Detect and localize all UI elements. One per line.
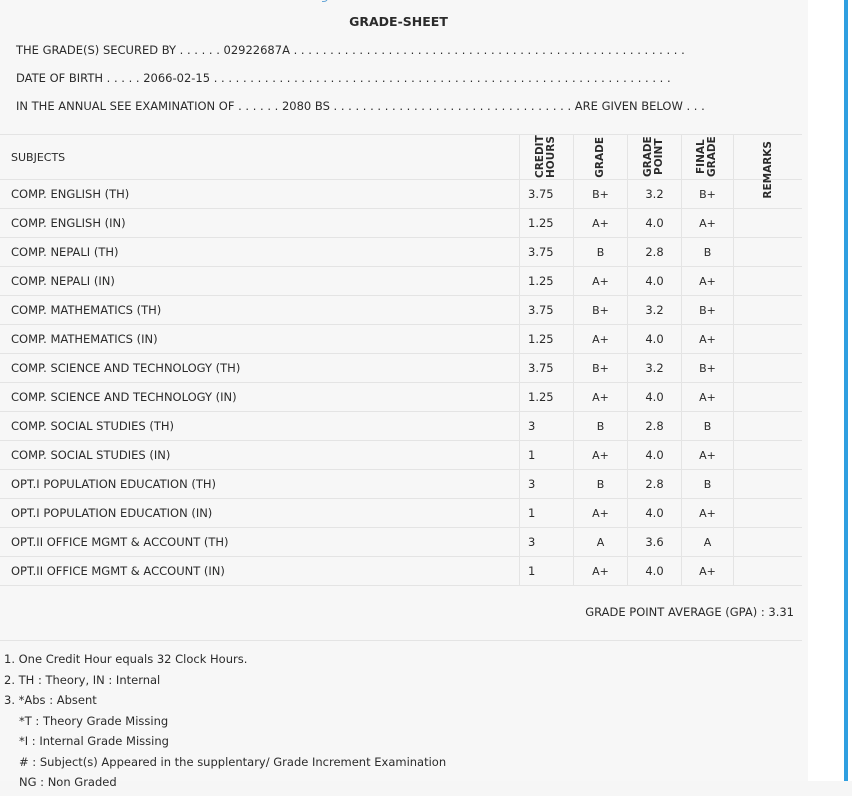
remarks-cell	[733, 499, 802, 527]
credit-hours-cell: 3.75	[519, 354, 573, 382]
student-id-line: THE GRADE(S) SECURED BY . . . . . . 02922687A . . . . . . . . . . . . . . . . . . . . . . . . . . . . . . . . . . . . . . . . . . . . . . . . . . . . . .	[16, 43, 685, 57]
final-grade-cell: A+	[681, 499, 733, 527]
table-body	[0, 180, 802, 586]
grade-cell: A+	[573, 209, 627, 237]
grade-cell: A+	[573, 441, 627, 469]
remarks-cell	[733, 238, 802, 266]
grade-point-cell: 2.8	[627, 238, 681, 266]
final-grade-header: FINAL GRADE	[694, 136, 718, 178]
grade-point-cell: 4.0	[627, 441, 681, 469]
final-grade-cell: A	[681, 528, 733, 556]
grade-header-cell	[573, 135, 627, 179]
final-grade-cell: A+	[681, 441, 733, 469]
subject-cell: COMP. NEPALI (IN)	[11, 274, 115, 288]
note-item: 2. TH : Theory, IN : Internal	[4, 672, 161, 687]
grade-point-header-cell	[627, 135, 681, 179]
credit-hours-cell: 3	[519, 412, 573, 440]
table-row	[0, 470, 802, 499]
subject-cell: COMP. MATHEMATICS (TH)	[11, 303, 162, 317]
credit-hours-cell: 1.25	[519, 383, 573, 411]
table-row	[0, 180, 802, 209]
final-grade-cell: B	[681, 412, 733, 440]
credit-hours-cell: 3.75	[519, 296, 573, 324]
remarks-cell	[733, 325, 802, 353]
table-row	[0, 354, 802, 383]
remarks-cell	[733, 267, 802, 295]
remarks-cell	[733, 470, 802, 498]
final-grade-cell: A+	[681, 209, 733, 237]
scrollbar-accent[interactable]	[844, 0, 848, 781]
final-grade-cell: B+	[681, 296, 733, 324]
remarks-header-cell	[733, 135, 802, 199]
table-row	[0, 325, 802, 354]
subject-cell: OPT.I POPULATION EDUCATION (IN)	[11, 506, 213, 520]
note-item: *T : Theory Grade Missing	[19, 713, 169, 728]
final-grade-cell: A+	[681, 267, 733, 295]
final-grade-cell: A+	[681, 383, 733, 411]
remarks-header: REMARKS	[761, 141, 774, 199]
grade-cell: A+	[573, 325, 627, 353]
table-row	[0, 238, 802, 267]
subject-cell: OPT.I POPULATION EDUCATION (TH)	[11, 477, 216, 491]
final-grade-cell: B+	[681, 180, 733, 208]
remarks-cell	[733, 296, 802, 324]
subject-cell: COMP. SOCIAL STUDIES (TH)	[11, 419, 175, 433]
final-grade-cell: B	[681, 470, 733, 498]
remarks-cell	[733, 441, 802, 469]
note-item: # : Subject(s) Appeared in the supplentary/ Grade Increment Examination	[19, 754, 447, 769]
grade-point-cell: 3.6	[627, 528, 681, 556]
final-grade-cell: B+	[681, 354, 733, 382]
grade-point-cell: 4.0	[627, 499, 681, 527]
credit-hours-header: CREDIT HOURS	[533, 135, 557, 179]
grade-point-cell: 2.8	[627, 412, 681, 440]
grades-table	[0, 134, 802, 586]
remarks-cell	[733, 209, 802, 237]
remarks-cell	[733, 528, 802, 556]
decorative-mark	[322, 0, 328, 2]
credit-hours-cell: 3	[519, 528, 573, 556]
credit-hours-cell: 1.25	[519, 209, 573, 237]
credit-hours-header-cell	[519, 135, 573, 179]
credit-hours-cell: 3.75	[519, 180, 573, 208]
gpa-value: GRADE POINT AVERAGE (GPA) : 3.31	[585, 605, 794, 619]
notes-list	[4, 652, 446, 796]
grade-point-cell: 3.2	[627, 180, 681, 208]
grade-cell: B+	[573, 354, 627, 382]
subject-cell: OPT.II OFFICE MGMT & ACCOUNT (TH)	[11, 535, 229, 549]
page-title: GRADE-SHEET	[349, 14, 448, 29]
right-margin	[808, 0, 852, 781]
note-item: 1. One Credit Hour equals 32 Clock Hours.	[4, 652, 248, 666]
table-row	[0, 412, 802, 441]
credit-hours-cell: 3.75	[519, 238, 573, 266]
credit-hours-cell: 1	[519, 499, 573, 527]
credit-hours-cell: 1.25	[519, 325, 573, 353]
date-of-birth-line: DATE OF BIRTH . . . . . 2066-02-15 . . . . . . . . . . . . . . . . . . . . . . . . . . . . . . . . . . . . . . . . . . . . . . . . . . . . . . . . . . . . . . .	[16, 71, 671, 85]
grade-cell: B+	[573, 296, 627, 324]
table-row	[0, 499, 802, 528]
table-row	[0, 528, 802, 557]
table-row	[0, 383, 802, 412]
grade-header: GRADE	[594, 136, 606, 178]
subjects-header: SUBJECTS	[11, 150, 66, 164]
subject-cell: OPT.II OFFICE MGMT & ACCOUNT (IN)	[11, 564, 225, 578]
remarks-cell	[733, 354, 802, 382]
table-row	[0, 209, 802, 238]
note-item: NG : Non Graded	[19, 775, 117, 789]
grade-cell: A+	[573, 267, 627, 295]
subject-cell: COMP. SOCIAL STUDIES (IN)	[11, 448, 171, 462]
grade-cell: B+	[573, 180, 627, 208]
subject-cell: COMP. SCIENCE AND TECHNOLOGY (IN)	[11, 390, 237, 404]
credit-hours-cell: 1.25	[519, 267, 573, 295]
subject-cell: COMP. ENGLISH (IN)	[11, 216, 126, 230]
gpa-section	[0, 584, 802, 641]
grade-cell: B	[573, 412, 627, 440]
grade-point-cell: 4.0	[627, 267, 681, 295]
credit-hours-cell: 3	[519, 470, 573, 498]
grade-point-cell: 4.0	[627, 325, 681, 353]
grade-point-header: GRADE POINT	[641, 136, 665, 178]
note-item: *I : Internal Grade Missing	[19, 734, 169, 748]
final-grade-cell: A+	[681, 557, 733, 585]
grade-cell: B	[573, 238, 627, 266]
credit-hours-cell: 1	[519, 557, 573, 585]
grade-point-cell: 4.0	[627, 557, 681, 585]
grade-point-cell: 4.0	[627, 383, 681, 411]
grade-point-cell: 3.2	[627, 354, 681, 382]
grade-cell: A+	[573, 557, 627, 585]
grade-cell: A+	[573, 383, 627, 411]
grade-cell: A	[573, 528, 627, 556]
grade-cell: B	[573, 470, 627, 498]
grade-point-cell: 4.0	[627, 209, 681, 237]
remarks-cell	[733, 383, 802, 411]
remarks-cell	[733, 412, 802, 440]
credit-hours-cell: 1	[519, 441, 573, 469]
final-grade-header-cell	[681, 135, 733, 179]
subject-cell: COMP. ENGLISH (TH)	[11, 187, 130, 201]
final-grade-cell: A+	[681, 325, 733, 353]
grade-cell: A+	[573, 499, 627, 527]
note-item: 3. *Abs : Absent	[4, 693, 97, 707]
grade-point-cell: 3.2	[627, 296, 681, 324]
remarks-cell	[733, 557, 802, 585]
subject-cell: COMP. MATHEMATICS (IN)	[11, 332, 158, 346]
table-row	[0, 557, 802, 586]
examination-line: IN THE ANNUAL SEE EXAMINATION OF . . . . . . 2080 BS . . . . . . . . . . . . . . . . . . . . . . . . . . . . . . . . . ARE GIVEN BELOW . . .	[16, 99, 705, 113]
subject-cell: COMP. SCIENCE AND TECHNOLOGY (TH)	[11, 361, 241, 375]
table-row	[0, 441, 802, 470]
final-grade-cell: B	[681, 238, 733, 266]
table-row	[0, 267, 802, 296]
subject-cell: COMP. NEPALI (TH)	[11, 245, 119, 259]
grade-point-cell: 2.8	[627, 470, 681, 498]
table-row	[0, 296, 802, 325]
